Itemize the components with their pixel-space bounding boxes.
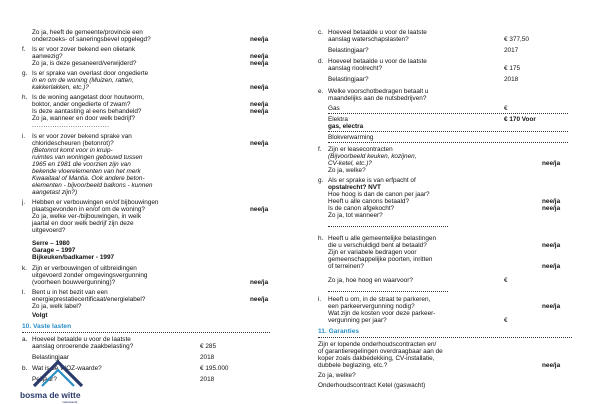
question-text: Zo ja, welke? — [328, 167, 366, 174]
answer-line — [328, 291, 448, 292]
question-text: Bent u in het bezit van een — [32, 289, 108, 296]
answer-text: Serre – 1980 — [32, 240, 70, 247]
section-divider — [22, 332, 270, 333]
section-heading: 10. Vaste lasten — [22, 323, 72, 330]
question-text: of terreinen? — [328, 263, 364, 270]
item-number: k. — [22, 265, 27, 272]
question-text: opstalrecht? NVT — [328, 184, 381, 191]
question-e-text: onderzoeks- of saneringsbevel opgelegd? — [32, 36, 151, 43]
question-text: Welke voorschotbedragen betaalt u — [328, 88, 429, 95]
question-text: Heeft u om, in de straat te parkeren, — [328, 296, 431, 303]
question-text: gemeenschappelijke poorten, inritten — [328, 256, 433, 263]
question-text: boktor, ander ongedierte of zwam? — [32, 101, 131, 108]
item-number: f. — [318, 146, 322, 153]
item-number: i. — [318, 296, 322, 303]
question-note: Kwaaitaal of Mantia. Ook andere beton- — [32, 175, 145, 182]
question-text: Is de woning aangetast door houtworm, — [32, 94, 144, 101]
question-e-text: Zo ja, heeft de gemeente/provincie een — [32, 29, 143, 36]
answer-option: nee/ja — [250, 53, 269, 60]
logo-subtitle: makelaardij — [62, 400, 78, 404]
item-number: e. — [318, 88, 324, 95]
year-value: 2018 — [200, 354, 215, 361]
question-text: Hoeveel betaalde u voor de laatste — [32, 336, 131, 343]
question-text: chloridescheuren (betonrot)? — [32, 140, 114, 147]
question-text: Hoeveel betaalde u voor de laatste — [328, 58, 427, 65]
amount-value: € 175 — [504, 65, 520, 72]
field-label: Belastingjaar? — [328, 47, 369, 54]
answer-option: nee/ja — [250, 279, 269, 286]
row-divider — [328, 131, 568, 132]
question-text: Zo ja, tot wanneer? — [328, 212, 383, 219]
answer-dots: .................................. — [32, 122, 110, 129]
amount-value: € 377,50 — [504, 36, 529, 43]
question-text: Als er sprake is van erfpacht of — [328, 177, 416, 184]
question-note: bekende vloerelementen van het merk — [32, 168, 141, 175]
question-text: Is er voor zover bekend een olietank — [32, 46, 136, 53]
answer-option: nee/ja — [250, 296, 269, 303]
item-number: g. — [22, 70, 28, 77]
statement-text: Zijn er lopende onderhoudscontracten en/ — [318, 341, 437, 348]
amount-value: € 195.000 — [200, 365, 229, 372]
question-text: Zo ja, welk label? — [32, 303, 82, 310]
question-text: in en om de woning (Muizen, ratten, — [32, 77, 134, 84]
question-text: jaartal en door welk bedrijf zijn deze — [32, 220, 134, 227]
year-value: 2018 — [200, 376, 215, 383]
question-text: aanslag onroerende zaakbelasting? — [32, 343, 134, 350]
amount-value: € 285 — [200, 343, 216, 350]
answer-line — [328, 226, 448, 227]
item-number: h. — [318, 235, 324, 242]
question-text: aanslag rioolrecht? — [328, 65, 382, 72]
question-note: aangetast zijn?) — [32, 189, 78, 196]
question-text: Heeft u alle gemeentelijke belastingen — [328, 235, 437, 242]
answer-option: nee/ja — [250, 101, 269, 108]
item-number: a. — [22, 336, 28, 343]
answer-option: nee/ja — [542, 362, 561, 369]
amount-value: € 170 Voor — [504, 116, 536, 123]
section-heading: 11. Garanties — [318, 328, 360, 335]
field-label: Belastingjaar — [32, 354, 69, 361]
answer-text: Volgt — [32, 312, 48, 319]
utility-label: Blokverwarming — [328, 134, 374, 141]
question-text: Zo ja, welke ver-/bijbouwingen, in welk — [32, 213, 142, 220]
question-text: (voorheen bouwvergunning)? — [32, 279, 116, 286]
year-value: 2018 — [504, 76, 519, 83]
question-text: Hoeveel betaalde u voor de laatste — [328, 29, 427, 36]
answer-option: nee/ja — [250, 84, 269, 91]
question-text: aanwezig? — [32, 53, 63, 60]
question-text: Zijn er variabele bedragen voor — [328, 249, 417, 256]
house-roof-icon — [30, 356, 86, 390]
statement-text: dubbele beglazing, etc.? — [318, 362, 388, 369]
question-text: Is er voor zover bekend sprake van — [32, 133, 132, 140]
question-text: energieprestatiecertificaat/energielabel? — [32, 296, 146, 303]
question-text: aanslag waterschapslasten? — [328, 36, 409, 43]
answer-text: Onderhoudscontract Ketel (gaswacht) — [318, 382, 426, 389]
currency-symbol: € — [504, 105, 508, 112]
question-note: 1965 en 1981 die voorzien zijn van — [32, 161, 131, 168]
answer-option: nee/ja — [250, 140, 269, 147]
answer-text: Garage – 1997 — [32, 247, 76, 254]
answer-option: nee/ja — [250, 206, 269, 213]
field-label: Peiljaar? — [32, 376, 57, 383]
item-number: f. — [22, 46, 26, 53]
question-text: Zijn er leasecontracten — [328, 146, 393, 153]
question-text: Wat zijn de kosten voor deze parkeer- — [328, 310, 436, 317]
item-number: c. — [318, 29, 323, 36]
utility-label: Gas — [328, 105, 340, 112]
answer-option: nee/ja — [542, 242, 561, 249]
currency-symbol: € — [504, 277, 508, 284]
logo-wordmark: bosma de witte — [20, 390, 81, 400]
item-number: d. — [318, 58, 324, 65]
question-text: (Bijvoorbeeld keuken, kozijnen, — [328, 153, 417, 160]
year-value: 2017 — [504, 47, 519, 54]
item-number: l. — [22, 289, 26, 296]
answer-option: nee/ja — [250, 60, 269, 67]
question-text: uitgevoerd zonder omgevingsvergunning — [32, 272, 148, 279]
question-text: vergunning per jaar? — [328, 317, 387, 324]
question-note: (Betonrot komt voor in kruip- — [32, 147, 113, 154]
company-logo — [14, 356, 102, 404]
row-divider — [328, 113, 568, 114]
answer-option: nee/ja — [542, 303, 561, 310]
question-text: die u verschuldigd bent al betaald? — [328, 242, 427, 249]
utility-label: Elektra — [328, 116, 348, 123]
answer-option: nee/ja — [542, 160, 561, 167]
item-number: h. — [22, 94, 28, 101]
statement-text: of garantieregelingen overdraagbaar aan de — [318, 348, 443, 355]
question-text: maandelijks aan de nutsbedrijven? — [328, 95, 427, 102]
question-note: elementen - bijvoorbeeld balkons - kunnen — [32, 182, 153, 189]
item-number: i. — [22, 133, 26, 140]
item-number: b. — [22, 365, 28, 372]
answer-text: gas, electra — [328, 123, 364, 130]
currency-symbol: € — [504, 317, 508, 324]
item-number: g. — [318, 177, 324, 184]
answer-option: nee/ja — [250, 108, 269, 115]
question-text: Zo ja, wanneer en door welk bedrijf? — [32, 115, 136, 122]
row-divider — [328, 142, 568, 143]
section-divider — [318, 337, 572, 338]
question-text: Is er sprake van overlast door ongedierte — [32, 70, 149, 77]
question-text: Zo ja, hoe hoog en waarvoor? — [328, 277, 413, 284]
question-text: Heeft u alle canons betaald? — [328, 198, 410, 205]
question-text: Is deze aantasting al eens behandeld? — [32, 108, 142, 115]
answer-option: nee/ja — [542, 198, 561, 205]
question-text: plaatsgevonden in en/of om de woning? — [32, 206, 145, 213]
question-text: Zo ja, welke? — [318, 372, 356, 379]
answer-option: nee/ja — [542, 263, 561, 270]
question-text: uitgevoerd? — [32, 227, 66, 234]
statement-text: koper zoals dakbedekking, CV-installatie, — [318, 355, 435, 362]
question-text: Zo ja, is deze gesaneerd/verwijderd? — [32, 60, 137, 67]
question-text: Is de canon afgekocht? — [328, 205, 395, 212]
question-text: kakkerlakken, etc.)? — [32, 84, 89, 91]
question-text: Wat is de WOZ-waarde? — [32, 365, 102, 372]
answer-text: Bijkeuken/badkamer - 1997 — [32, 254, 115, 261]
field-label: Belastingjaar? — [328, 76, 369, 83]
question-text: Hoe hoog is dan de canon per jaar? — [328, 191, 430, 198]
question-text: Hebben er verbouwingen en/of bijbouwingen — [32, 199, 159, 206]
answer-option: nee/ja — [250, 36, 269, 43]
question-text: CV-ketel, etc.)? — [328, 160, 372, 167]
question-note: ruimtes van woningen gebouwd tussen — [32, 154, 143, 161]
item-number: j. — [22, 199, 26, 206]
question-text: een parkeervergunning nodig? — [328, 303, 415, 310]
answer-option: nee/ja — [542, 205, 561, 212]
question-text: Zijn er verbouwingen of uitbreidingen — [32, 265, 137, 272]
